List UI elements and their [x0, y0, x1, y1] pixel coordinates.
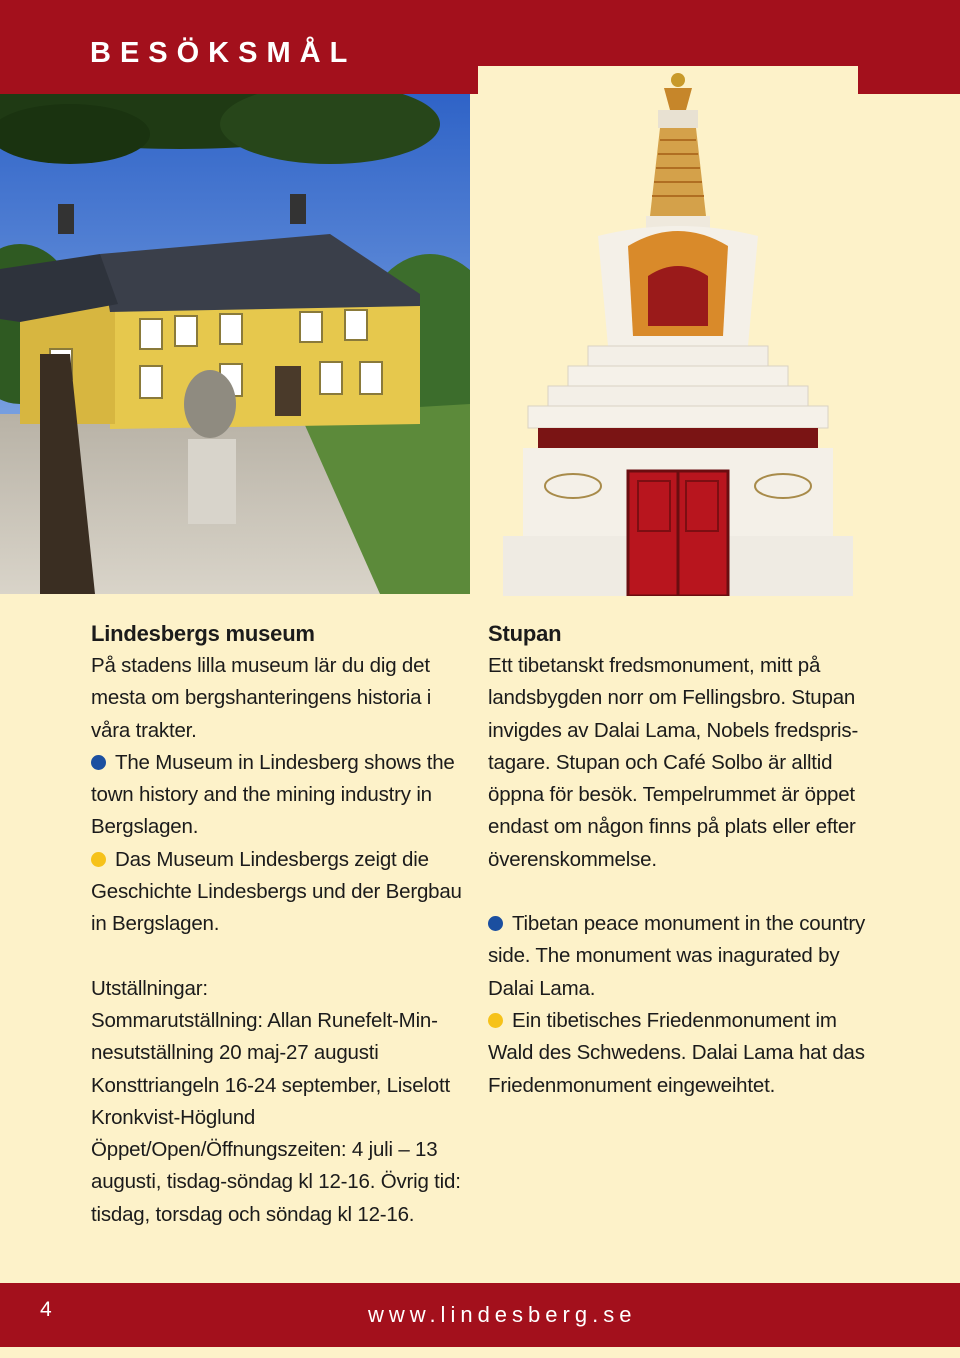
text-line: augusti, tisdag-söndag kl 12-16. Övrig tid: [91, 1170, 461, 1194]
text-line: tisdag, torsdag och söndag kl 12-16. [91, 1202, 415, 1226]
museum-photo [0, 94, 470, 594]
museum-section [91, 618, 481, 1231]
text-line: landsbygden norr om Fellingsbro. Stupan [488, 686, 856, 710]
text-line: Ein tibetisches Friedenmonument im [512, 1008, 837, 1032]
text-line: mesta om bergshanteringens historia i [91, 686, 432, 710]
english-bullet-icon [91, 755, 106, 770]
text-line: Das Museum Lindesbergs zeigt die [115, 847, 429, 871]
text-line: invigdes av Dalai Lama, Nobels fredspris- [488, 718, 859, 742]
text-line: The Museum in Lindesberg shows the [115, 750, 455, 774]
text-line: Ett tibetanskt fredsmonument, mitt på [488, 654, 821, 677]
text-line: Geschichte Lindesbergs und der Bergbau [91, 880, 462, 904]
website-link[interactable]: www.lindesberg.se [368, 1302, 637, 1327]
text-line: Öppet/Open/Öffnungszeiten: 4 juli – 13 [91, 1138, 438, 1162]
text-line: Friedenmonument eingeweihtet. [488, 1073, 776, 1097]
museum-text-sv [91, 650, 481, 747]
stupan-text-en [488, 908, 908, 1005]
section-title: BESÖKSMÅL [90, 37, 357, 69]
text-line: På stadens lilla museum lär du dig det [91, 654, 430, 677]
page-number: 4 [40, 1298, 52, 1321]
stupan-heading: Stupan [488, 621, 562, 646]
text-line: Sommarutställning: Allan Runefelt-Min- [91, 1008, 438, 1032]
text-line: Konsttriangeln 16-24 september, Liselott [91, 1073, 450, 1097]
text-line: Kronkvist-Höglund [91, 1105, 256, 1129]
stupan-text-de [488, 1005, 908, 1102]
footer-banner [0, 1283, 960, 1347]
german-bullet-icon [91, 852, 106, 867]
stupan-text-sv [488, 650, 908, 876]
text-line: Tibetan peace monument in the country [512, 912, 866, 936]
text-line: endast om någon finns på plats eller efter [488, 815, 856, 839]
museum-text-de [91, 844, 481, 941]
museum-text-en [91, 747, 481, 844]
text-line: tagare. Stupan och Café Solbo är alltid [488, 750, 833, 774]
text-line: nesutställning 20 maj-27 augusti [91, 1041, 379, 1065]
text-line: town history and the mining industry in [91, 783, 432, 807]
text-line: Wald des Schwedens. Dalai Lama hat das [488, 1041, 865, 1065]
text-line: överenskommelse. [488, 847, 657, 871]
museum-exhibitions [91, 973, 481, 1231]
text-line: öppna för besök. Tempelrummet är öppet [488, 783, 855, 807]
text-line: Bergslagen. [91, 815, 199, 839]
text-line: våra trakter. [91, 718, 197, 742]
text-line: side. The monument was inagurated by [488, 944, 840, 968]
text-line: Dalai Lama. [488, 976, 596, 1000]
stupa-photo [478, 66, 858, 596]
text-line: Utställningar: [91, 976, 208, 1000]
german-bullet-icon [488, 1013, 503, 1028]
english-bullet-icon [488, 916, 503, 931]
museum-heading: Lindesbergs museum [91, 621, 315, 646]
text-line: in Bergslagen. [91, 912, 220, 936]
stupan-section [488, 618, 908, 1102]
